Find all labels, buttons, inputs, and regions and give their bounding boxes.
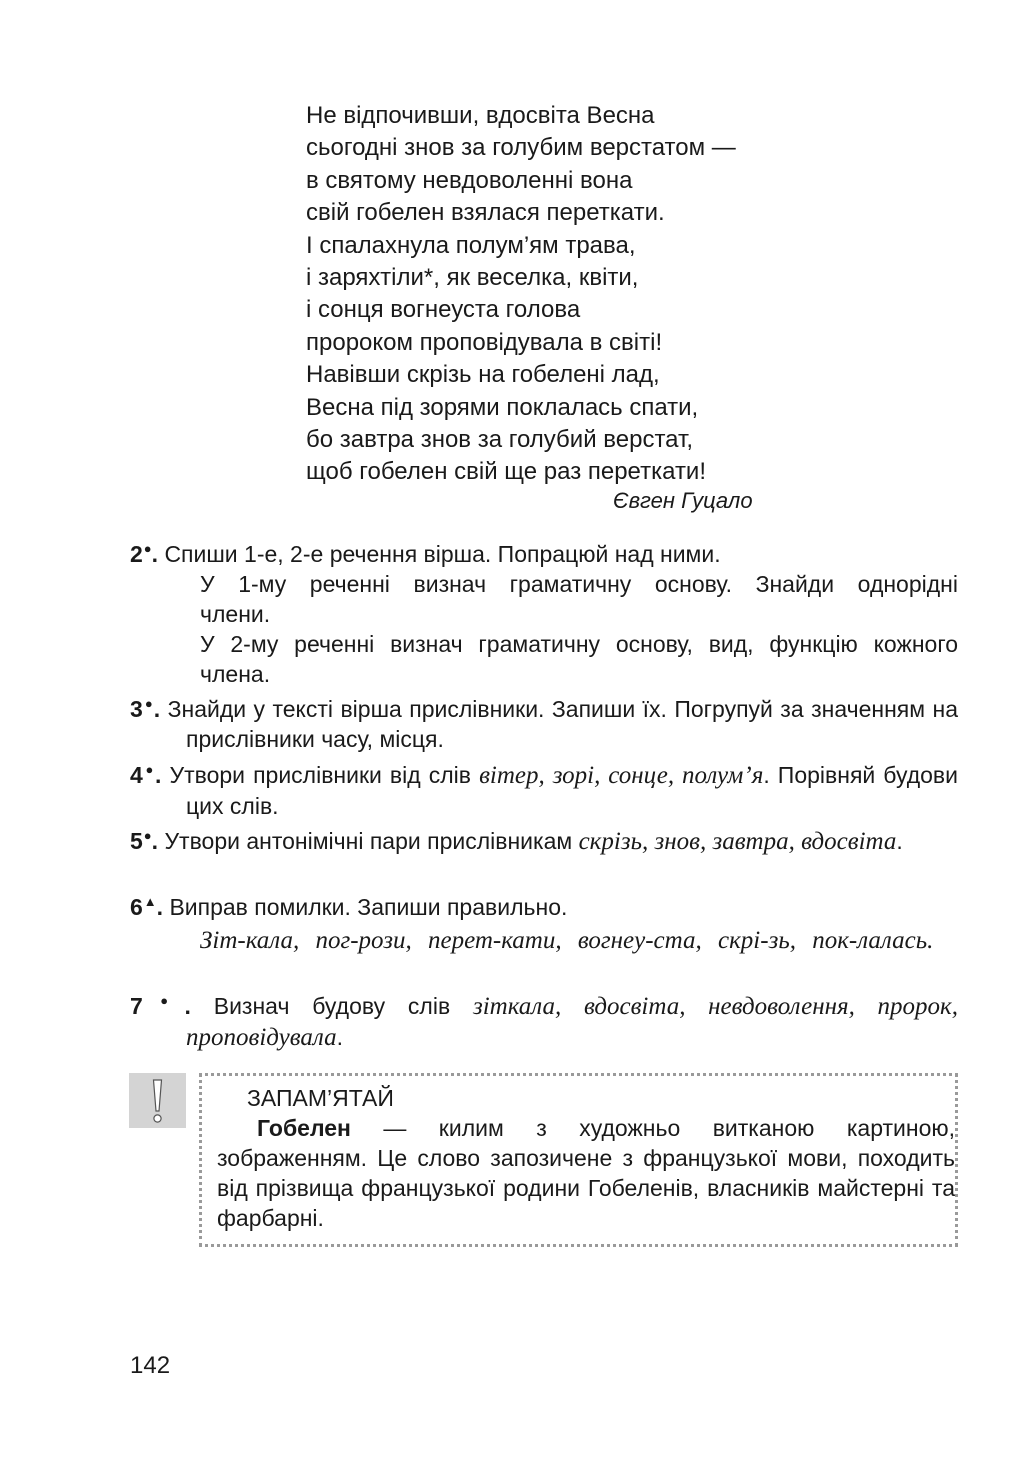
poem-line: щоб гобелен свій ще раз переткати! bbox=[306, 458, 707, 486]
circle-marker-icon: ● bbox=[143, 828, 152, 843]
task-text: . bbox=[336, 1024, 343, 1050]
task-7 bbox=[130, 986, 958, 1053]
task-5 bbox=[130, 821, 958, 857]
task-number: 6▲. bbox=[130, 894, 164, 920]
task-6 bbox=[130, 887, 958, 957]
task-words: скрізь, знов, завтра, вдосвіта bbox=[578, 828, 897, 855]
poem-line: І спалахнула полум’ям трава, bbox=[306, 231, 636, 259]
task-number: 2●. bbox=[130, 541, 159, 567]
poem-line: пророком проповідувала в світі! bbox=[306, 328, 663, 356]
circle-marker-icon: ● bbox=[143, 993, 185, 1008]
exclamation-icon bbox=[129, 1073, 186, 1128]
triangle-marker-icon: ▲ bbox=[143, 894, 157, 909]
task-number: 3●. bbox=[130, 696, 161, 722]
task-3 bbox=[130, 689, 958, 754]
task-4 bbox=[130, 755, 958, 821]
page-number: 142 bbox=[130, 1352, 171, 1379]
circle-marker-icon: ● bbox=[143, 541, 152, 556]
task-text: Утвори антонімічні пари прислівникам bbox=[164, 828, 579, 854]
task-words: вітер, зорі, сонце, полум’я bbox=[479, 762, 764, 789]
circle-marker-icon: ● bbox=[143, 762, 155, 777]
circle-marker-icon: ● bbox=[143, 696, 154, 711]
task-text: . bbox=[927, 927, 934, 954]
poem-line: сьогодні знов за голубим верстатом — bbox=[306, 134, 736, 162]
poem-line: в святому невдоволенні вона bbox=[306, 166, 633, 194]
poem-line: і заряхтіли*, як веселка, квіти, bbox=[306, 263, 639, 291]
poem-line: свій гобелен взялася переткати. bbox=[306, 199, 665, 227]
task-text: . Порівняй будови цих слів. bbox=[186, 762, 958, 819]
task-subtext: У 2-му реченні визнач граматичну основу, вид, функцію кожного члена. bbox=[200, 631, 958, 687]
task-text: . bbox=[896, 828, 903, 854]
task-number: 4●. bbox=[130, 762, 162, 788]
task-text: Спиши 1-е, 2-е речення вірша. Попрацюй над ними. bbox=[164, 541, 721, 567]
task-words: зіткала, вдосвіта, невдоволення, пророк, проповідувала bbox=[186, 993, 958, 1051]
poem bbox=[306, 100, 826, 513]
remember-term: Гобелен bbox=[257, 1115, 351, 1141]
poem-line: Весна під зорями поклалась спати, bbox=[306, 393, 699, 421]
task-text: Виправ помилки. Запиши правильно. bbox=[169, 894, 568, 920]
remember-box bbox=[199, 1073, 958, 1247]
task-number: 7●. bbox=[130, 993, 191, 1019]
task-text: Визнач будову слів bbox=[213, 993, 473, 1019]
poem-line: Навівши скрізь на гобелені лад, bbox=[306, 361, 660, 389]
task-subtext: У 1-му реченні визнач граматичну основу. Знайди однорідні bbox=[200, 571, 958, 597]
task-text: Утвори прислівники від слів bbox=[169, 762, 480, 788]
poem-author: Євген Гуцало bbox=[613, 488, 753, 513]
remember-definition: — килим з художньо витканою картиною, зображенням. Це слово запозичене з французької мови, походить від прізвища французької родини Гобеленів, власників майстерні та фарбарні. bbox=[217, 1115, 955, 1231]
task-subtext: члени. bbox=[200, 601, 271, 627]
remember-title: ЗАПАМ’ЯТАЙ bbox=[247, 1085, 394, 1111]
poem-line: бо завтра знов за голубий верстат, bbox=[306, 425, 693, 453]
poem-line: Не відпочивши, вдосвіта Весна bbox=[306, 102, 655, 129]
remember-text bbox=[217, 1113, 955, 1233]
poem-line: і сонця вогнеуста голова bbox=[306, 296, 581, 324]
task-text: Знайди у тексті вірша прислівники. Запиши їх. Погрупуй за значенням на прислівники часу, місця. bbox=[167, 696, 958, 752]
task-2 bbox=[130, 534, 958, 689]
task-number: 5●. bbox=[130, 828, 159, 854]
task-words: Зіт-кала, пог-рози, перет-кати, вогнеу-ста, скрі-зь, пок-лалась bbox=[200, 927, 928, 954]
